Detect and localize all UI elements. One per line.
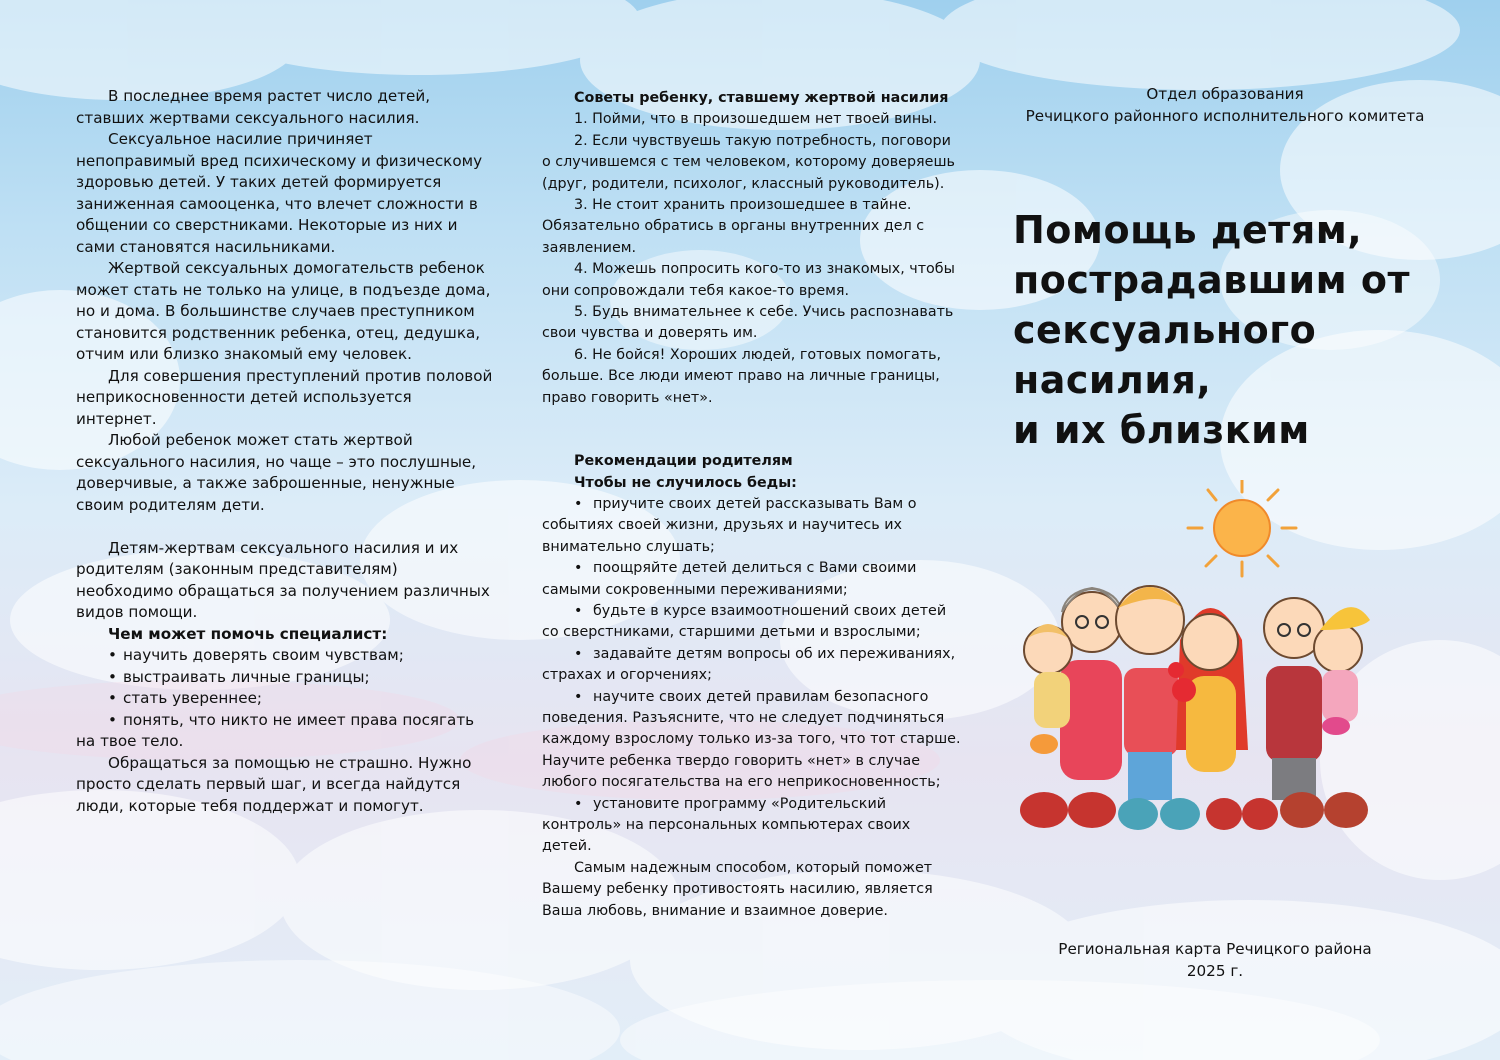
list-item: • поощряйте детей делиться с Вами своими самыми сокровенными переживаниями; (542, 560, 917, 598)
family-illustration (1020, 480, 1370, 840)
left-panel (76, 86, 496, 817)
list-item: • выстраивать личные границы; (108, 667, 370, 686)
parents-heading: Рекомендации родителям (574, 453, 793, 470)
footer-line-1: Региональная карта Речицкого района (1058, 940, 1372, 958)
shoes-row (1020, 792, 1368, 830)
footer-year: 2025 г. (1186, 961, 1244, 980)
harm-paragraph: Сексуальное насилие причиняет непоправимый вред психическому и физическому здоровью детей. У таких детей формируется заниженная самооценка, что влечет сложности в общении со сверстниками. Некоторые из них и сами становятся насильниками. (76, 130, 483, 256)
title-line: и их близким (1013, 408, 1310, 453)
list-item: • задавайте детям вопросы об их переживаниях, страхах и огорчениях; (542, 645, 956, 684)
cover-panel (1000, 84, 1440, 1004)
page-title (1013, 205, 1410, 455)
list-item: 6. Не бойся! Хороших людей, готовых помогать, больше. Все люди имеют право на личные границы, право говорить «нет». (542, 346, 942, 406)
org-line-1: Отдел образования (1146, 85, 1304, 103)
title-line: Помощь детям, (1013, 208, 1363, 253)
title-line: насилия, (1013, 358, 1212, 403)
list-item: • понять, что никто не имеет права посягать на твое тело. (76, 710, 475, 750)
sun-icon (1188, 480, 1296, 576)
intro-paragraph: В последнее время растет число детей, ставших жертвами сексуального насилия. (76, 87, 431, 127)
specialist-list (76, 645, 496, 753)
title-line: сексуального (1013, 308, 1317, 353)
parents-closing: Самым надежным способом, который поможет Вашему ребенку противостоять насилию, является Ваша любовь, внимание и взаимное доверие. (542, 859, 933, 919)
place-paragraph: Жертвой сексуальных домогательств ребенок может стать не только на улице, в подъезде дома, но и дома. В большинстве случаев преступником становится родственник ребенка, отец, дедушка, отчим или близко знакомый ему человек. (76, 259, 491, 363)
organization (1010, 84, 1440, 127)
list-item: 1. Пойми, что в произошедшем нет твоей вины. (574, 111, 938, 128)
tips-list (542, 109, 962, 409)
list-item: • научите своих детей правилам безопасного поведения. Разъясните, что не следует подчиняться каждому взрослому только из-за того, что тот старше. Научите ребенка твердо говорить «нет» в случае любого посягательства на его неприкосновенность; (542, 688, 961, 791)
list-item: • стать увереннее; (108, 689, 263, 707)
list-item: 2. Если чувствуешь такую потребность, поговори о случившемся с тем человеком, которому доверяешь (друг, родители, психолог, классный руководитель). (542, 132, 955, 192)
org-line-2: Речицкого районного исполнительного комитета (1025, 106, 1425, 125)
victim-paragraph: Любой ребенок может стать жертвой сексуального насилия, но чаще – это послушные, доверчивые, а также заброшенные, ненужные своим родителям дети. (76, 431, 477, 514)
help-intro: Детям-жертвам сексуального насилия и их родителям (законным представителям) необходимо обращаться за получением различных видов помощи. (76, 538, 490, 621)
closing-paragraph: Обращаться за помощью не страшно. Нужно просто сделать первый шаг, и всегда найдутся люди, которые тебя поддержат и помогут. (76, 753, 472, 815)
title-line: пострадавшим от (1013, 258, 1411, 303)
list-item: • научить доверять своим чувствам; (108, 646, 404, 664)
list-item: • будьте в курсе взаимоотношений своих детей со сверстниками, старшими детьми и взрослыми; (542, 602, 947, 641)
list-item: 5. Будь внимательнее к себе. Учись распознавать свои чувства и доверять им. (542, 304, 954, 342)
grandfather-figure (1264, 598, 1324, 800)
middle-panel (542, 88, 962, 922)
specialist-heading: Чем может помочь специалист: (108, 624, 388, 643)
parents-list (542, 494, 962, 858)
parents-subheading: Чтобы не случилось беды: (574, 474, 797, 491)
list-item: 4. Можешь попросить кого-то из знакомых, чтобы они сопровождали тебя какое-то время. (542, 261, 955, 299)
tips-heading: Советы ребенку, ставшему жертвой насилия (574, 90, 949, 106)
footer (1040, 939, 1390, 982)
internet-paragraph: Для совершения преступлений против половой неприкосновенности детей используется интернет. (76, 366, 493, 428)
list-item: • установите программу «Родительский контроль» на персональных компьютерах своих детей. (542, 795, 911, 855)
list-item: 3. Не стоит хранить произошедшее в тайне. Обязательно обратись в органы внутренних дел с заявлением. (542, 197, 925, 256)
list-item: • приучите своих детей рассказывать Вам о событиях своей жизни, друзьях и научитесь их внимательно слушать; (542, 495, 917, 555)
